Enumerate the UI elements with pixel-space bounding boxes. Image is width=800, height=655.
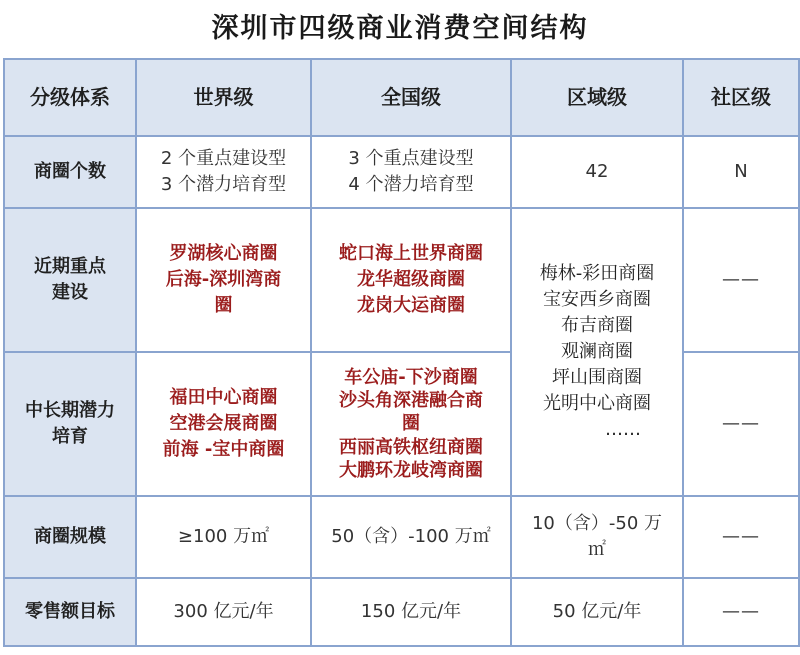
retail-regional: 50 亿元/年 <box>511 578 683 646</box>
count-community: N <box>683 136 799 208</box>
regional-district-list: 梅林-彩田商圈 宝安西乡商圈 布吉商圈 观澜商圈 坪山围商圈 光明中心商圈 …… <box>511 208 683 496</box>
count-national: 3 个重点建设型 4 个潜力培育型 <box>311 136 511 208</box>
header-row <box>4 59 799 136</box>
page-title: 深圳市四级商业消费空间结构 <box>211 13 589 44</box>
retail-community: —— <box>683 578 799 646</box>
retail-national: 150 亿元/年 <box>311 578 511 646</box>
header-national: 全国级 <box>311 59 511 136</box>
row-scale <box>4 496 799 578</box>
long-national-list: 车公庙-下沙商圈 沙头角深港融合商 圈 西丽高铁枢纽商圈 大鹏环龙岐湾商圈 <box>311 352 511 496</box>
row-retail <box>4 578 799 646</box>
row-label-count: 商圈个数 <box>4 136 136 208</box>
scale-community: —— <box>683 496 799 578</box>
long-world-list: 福田中心商圈 空港会展商圈 前海 -宝中商圈 <box>136 352 311 496</box>
count-regional: 42 <box>511 136 683 208</box>
row-label-long-term: 中长期潜力 培育 <box>4 352 136 496</box>
scale-regional: 10（含）-50 万 ㎡ <box>511 496 683 578</box>
scale-national: 50（含）-100 万㎡ <box>311 496 511 578</box>
row-label-retail: 零售额目标 <box>4 578 136 646</box>
near-community: —— <box>683 208 799 352</box>
row-label-scale: 商圈规模 <box>4 496 136 578</box>
row-label-near-term: 近期重点 建设 <box>4 208 136 352</box>
header-community: 社区级 <box>683 59 799 136</box>
count-world: 2 个重点建设型 3 个潜力培育型 <box>136 136 311 208</box>
scale-world: ≥100 万㎡ <box>136 496 311 578</box>
long-community: —— <box>683 352 799 496</box>
structure-table <box>3 58 800 647</box>
header-tier: 分级体系 <box>4 59 136 136</box>
row-near-term <box>4 208 799 352</box>
near-world-list: 罗湖核心商圈 后海-深圳湾商 圈 <box>136 208 311 352</box>
near-national-list: 蛇口海上世界商圈 龙华超级商圈 龙岗大运商圈 <box>311 208 511 352</box>
retail-world: 300 亿元/年 <box>136 578 311 646</box>
row-count <box>4 136 799 208</box>
header-world: 世界级 <box>136 59 311 136</box>
header-regional: 区域级 <box>511 59 683 136</box>
